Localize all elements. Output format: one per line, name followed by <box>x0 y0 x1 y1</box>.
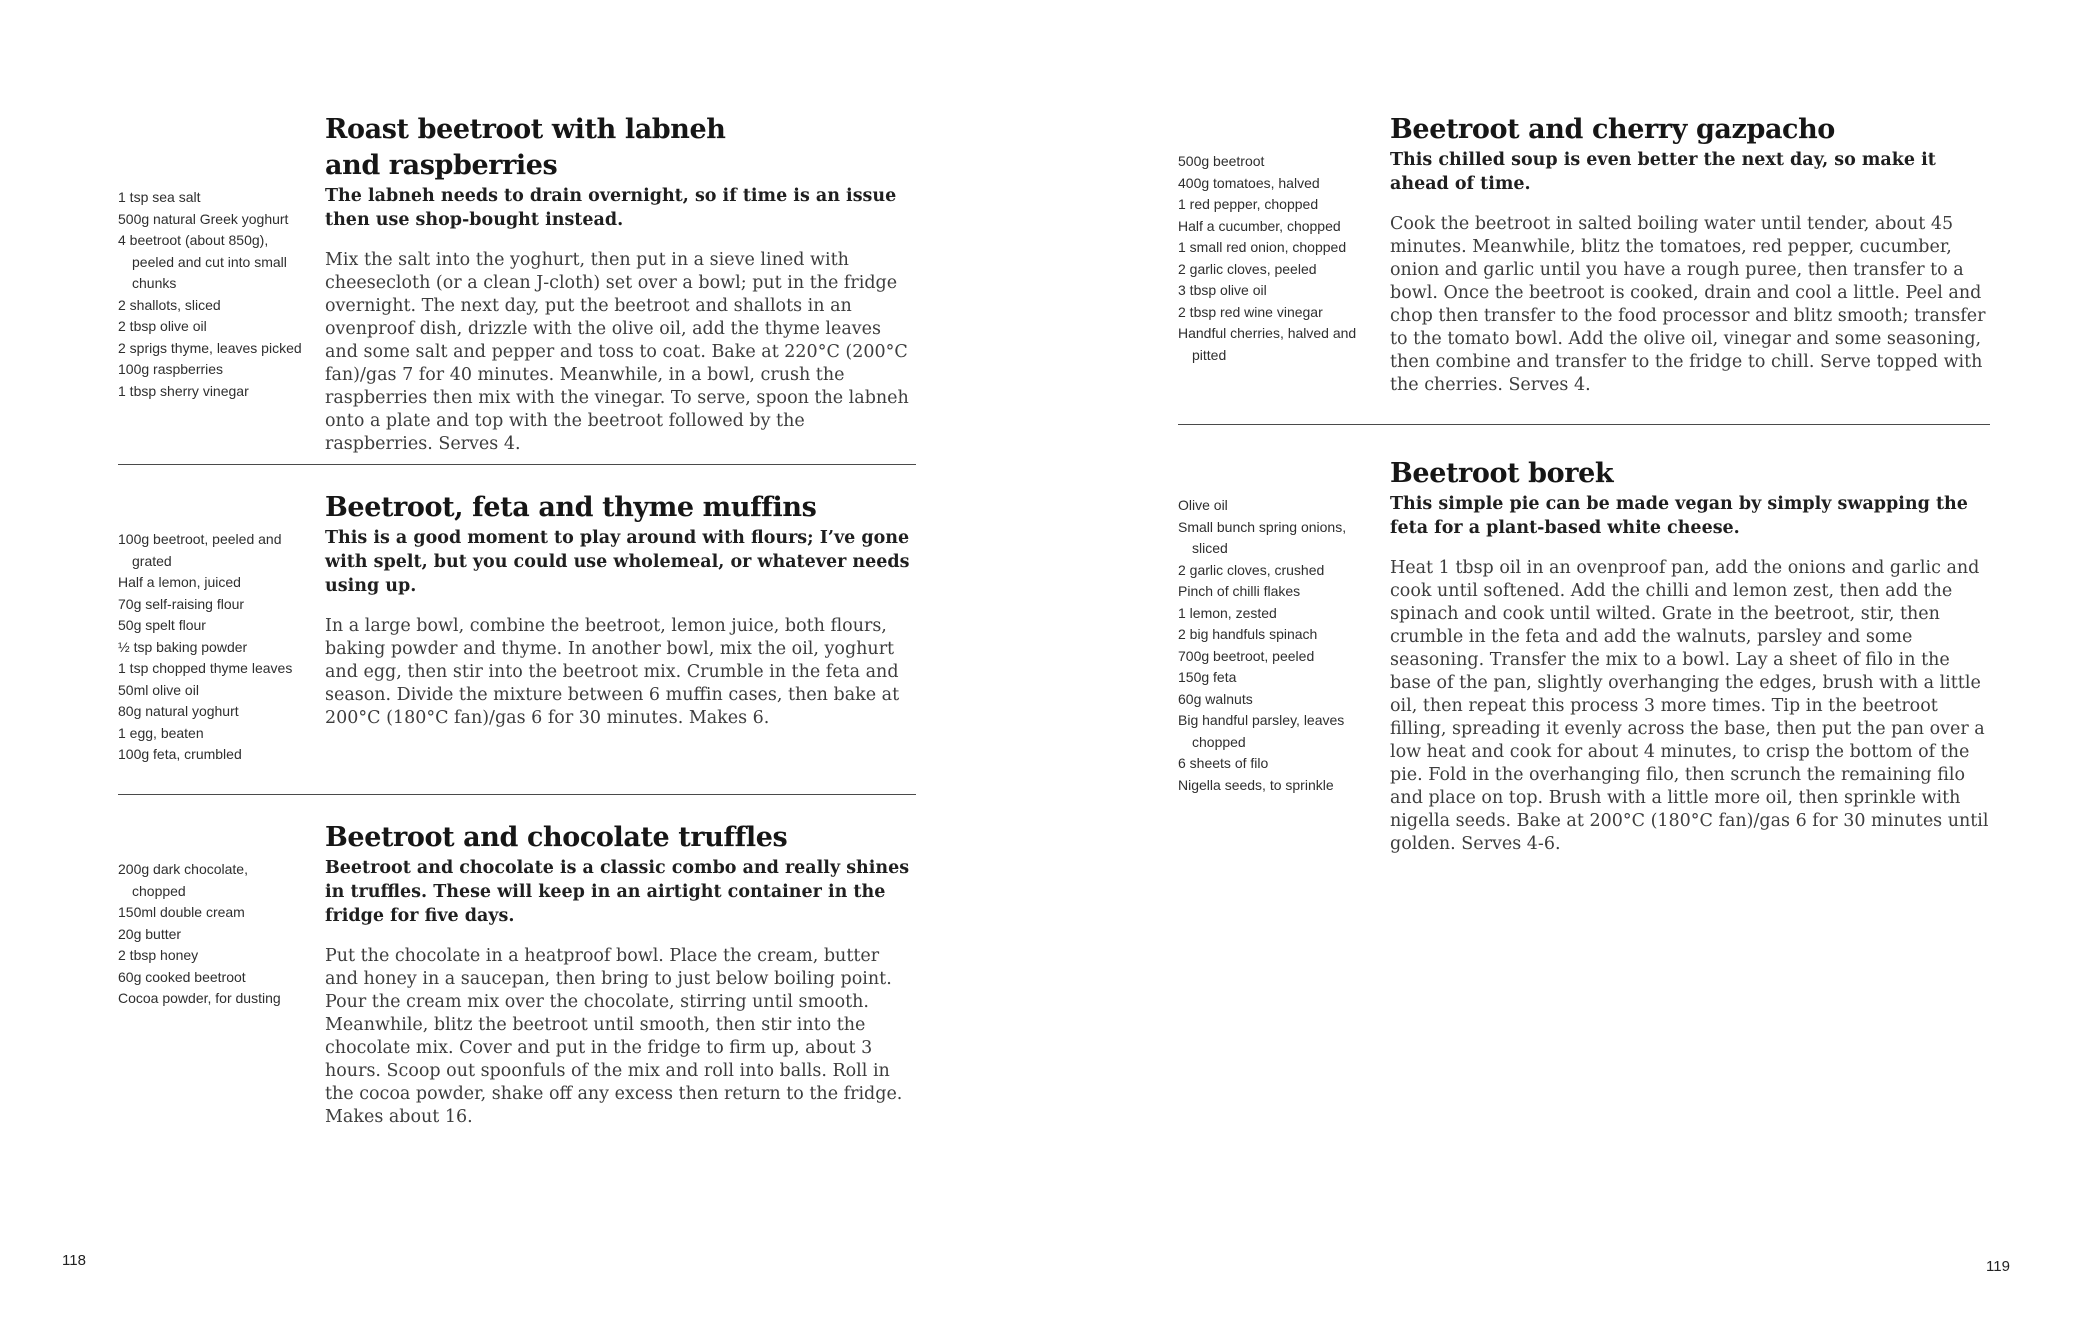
ingredient-item: Small bunch spring onions, sliced <box>1178 518 1347 556</box>
ingredient-item: 150g feta <box>1178 669 1237 685</box>
ingredient-item: 1 lemon, zested <box>1178 604 1277 621</box>
ingredient-item: 4 beetroot (about 850g), peeled and cut into small chunks <box>118 232 287 291</box>
page-number-right: 119 <box>1986 1258 2010 1275</box>
ingredient-item: 50g spelt flour <box>118 617 206 633</box>
recipe-beetroot-cherry-gazpacho <box>1178 112 1990 397</box>
ingredient-item: Olive oil <box>1178 497 1228 513</box>
recipe-method: Heat 1 tbsp oil in an ovenproof pan, add the onions and garlic and cook until softened. Add the chilli and lemon zest, then add the spinach and cook until wilted. Grate in the beetroot, stir, then crumble in the feta and add the walnuts, parsley and some seasoning. Transfer the mix to a bowl. Lay a sheet of filo in the base of the pan, slightly overhanging the edges, brush with a little oil, then repeat this process 3 more times. Tip in the beetroot filling, spreading it evenly across the base, then put the pan over a low heat and cook for about 4 minutes, to crisp the bottom of the pie. Fold in the overhanging filo, then scrunch the remaining filo and place on top. Brush with a little more oil, then sprinkle with nigella seeds. Bake at 200°C (180°C fan)/gas 6 for 30 minutes until golden. Serves 4-6. <box>1390 558 1989 854</box>
ingredient-item: 20g butter <box>118 925 182 942</box>
ingredient-item: 80g natural yoghurt <box>118 703 239 719</box>
ingredient-item: 1 red pepper, chopped <box>1178 196 1319 212</box>
recipe-content <box>325 526 916 766</box>
ingredients-list <box>118 856 325 1129</box>
ingredient-item: 2 tbsp red wine vinegar <box>1178 303 1323 320</box>
recipe-title: Beetroot borek <box>1390 458 1614 489</box>
recipe-beetroot-borek <box>1178 456 1990 856</box>
recipe-intro: This simple pie can be made vegan by simply swapping the feta for a plant-based white cheese. <box>1390 494 1968 538</box>
recipe-title: Beetroot, feta and thyme muffins <box>325 492 817 523</box>
ingredient-item: 1 small red onion, chopped <box>1178 239 1347 255</box>
recipe-content <box>325 856 916 1129</box>
recipe-beetroot-chocolate-truffles <box>118 820 916 1129</box>
ingredient-item: Cocoa powder, for dusting <box>118 990 281 1006</box>
ingredient-item: 1 egg, beaten <box>118 724 204 741</box>
ingredient-item: 1 tsp chopped thyme leaves <box>118 660 293 676</box>
ingredients-list <box>118 526 325 766</box>
recipe-beetroot-feta-thyme-muffins <box>118 490 916 766</box>
recipe-intro: This is a good moment to play around with flours; I’ve gone with spelt, but you could use wholemeal, or whatever needs using up. <box>325 528 910 596</box>
recipe-method: Mix the salt into the yoghurt, then put in a sieve lined with cheesecloth (or a clean J-cloth) set over a bowl; put in the fridge overnight. The next day, put the beetroot and shallots in an ovenproof dish, drizzle with the olive oil, add the thyme leaves and some salt and pepper and toss to coat. Bake at 220°C (200°C fan)/gas 7 for 40 minutes. Meanwhile, in a bowl, crush the raspberries then mix with the vinegar. To serve, spoon the labneh onto a plate and top with the beetroot followed by the raspberries. Serves 4. <box>325 250 909 454</box>
recipe-content <box>325 184 916 456</box>
ingredient-item: 500g natural Greek yoghurt <box>118 210 289 227</box>
ingredients-list <box>1178 148 1390 397</box>
ingredients-list <box>1178 492 1390 856</box>
ingredient-item: 2 big handfuls spinach <box>1178 626 1318 642</box>
ingredient-item: Pinch of chilli flakes <box>1178 583 1301 599</box>
ingredient-item: 1 tbsp sherry vinegar <box>118 382 249 399</box>
ingredient-item: Half a cucumber, chopped <box>1178 217 1341 234</box>
ingredient-item: 2 tbsp olive oil <box>118 318 207 334</box>
ingredient-item: 400g tomatoes, halved <box>1178 174 1320 191</box>
recipe-method: Cook the beetroot in salted boiling water until tender, about 45 minutes. Meanwhile, blitz the tomatoes, red pepper, cucumber, onion and garlic until you have a rough puree, then transfer to a bowl. Once the beetroot is cooked, drain and cool a little. Peel and chop then transfer to the food processor and blitz smooth; transfer to the tomato bowl. Add the olive oil, vinegar and some seasoning, then combine and transfer to the fridge to chill. Serve topped with the cherries. Serves 4. <box>1390 214 1986 395</box>
ingredient-item: 500g beetroot <box>1178 153 1265 169</box>
ingredient-item: 2 shallots, sliced <box>118 296 221 313</box>
ingredient-item: 50ml olive oil <box>118 681 199 698</box>
section-divider <box>1178 424 1990 425</box>
recipe-content <box>1390 492 1990 856</box>
ingredient-item: 2 tbsp honey <box>118 947 199 963</box>
ingredient-item: 60g walnuts <box>1178 690 1253 707</box>
recipe-roast-beetroot-labneh <box>118 112 916 456</box>
ingredient-item: 1 tsp sea salt <box>118 189 201 205</box>
section-divider <box>118 464 916 465</box>
ingredient-item: Half a lemon, juiced <box>118 574 241 590</box>
ingredient-item: 150ml double cream <box>118 904 245 920</box>
ingredient-item: 100g feta, crumbled <box>118 746 242 762</box>
ingredients-list <box>118 184 325 456</box>
ingredient-item: Handful cherries, halved and pitted <box>1178 325 1357 363</box>
ingredient-item: 700g beetroot, peeled <box>1178 647 1315 664</box>
ingredient-item: 2 sprigs thyme, leaves picked <box>118 339 302 356</box>
recipe-intro: Beetroot and chocolate is a classic combo and really shines in truffles. These will keep in an airtight container in the fridge for five days. <box>325 858 910 926</box>
ingredient-item: Nigella seeds, to sprinkle <box>1178 776 1334 793</box>
ingredient-item: 60g cooked beetroot <box>118 968 246 985</box>
ingredient-item: 100g beetroot, peeled and grated <box>118 531 282 569</box>
ingredient-item: ½ tsp baking powder <box>118 638 248 655</box>
recipe-intro: This chilled soup is even better the next day, so make it ahead of time. <box>1390 150 1936 194</box>
recipe-title: Beetroot and cherry gazpacho <box>1390 114 1835 145</box>
section-divider <box>118 794 916 795</box>
ingredient-item: 100g raspberries <box>118 361 224 377</box>
ingredient-item: 70g self-raising flour <box>118 595 245 612</box>
recipe-method: Put the chocolate in a heatproof bowl. Place the cream, butter and honey in a saucepan, then bring to just below boiling point. Pour the cream mix over the chocolate, stirring until smooth. Meanwhile, blitz the beetroot until smooth, then stir into the chocolate mix. Cover and put in the fridge to firm up, about 3 hours. Scoop out spoonfuls of the mix and roll into balls. Roll in the cocoa powder, shake off any excess then return to the fridge. Makes about 16. <box>325 946 903 1127</box>
ingredient-item: 200g dark chocolate, chopped <box>118 861 248 899</box>
ingredient-item: 6 sheets of filo <box>1178 755 1269 771</box>
ingredient-item: 3 tbsp olive oil <box>1178 282 1267 298</box>
recipe-title: Roast beetroot with labneh and raspberries <box>325 114 726 181</box>
page-number-left: 118 <box>62 1252 86 1269</box>
recipe-method: In a large bowl, combine the beetroot, lemon juice, both flours, baking powder and thyme. In another bowl, mix the oil, yoghurt and egg, then stir into the beetroot mix. Crumble in the feta and season. Divide the mixture between 6 muffin cases, then bake at 200°C (180°C fan)/gas 6 for 30 minutes. Makes 6. <box>325 616 900 728</box>
recipe-title: Beetroot and chocolate truffles <box>325 822 788 853</box>
ingredient-item: Big handful parsley, leaves chopped <box>1178 712 1345 750</box>
recipe-intro: The labneh needs to drain overnight, so if time is an issue then use shop-bought instead. <box>325 186 897 230</box>
ingredient-item: 2 garlic cloves, peeled <box>1178 260 1317 277</box>
ingredient-item: 2 garlic cloves, crushed <box>1178 561 1325 578</box>
recipe-content <box>1390 148 1990 397</box>
